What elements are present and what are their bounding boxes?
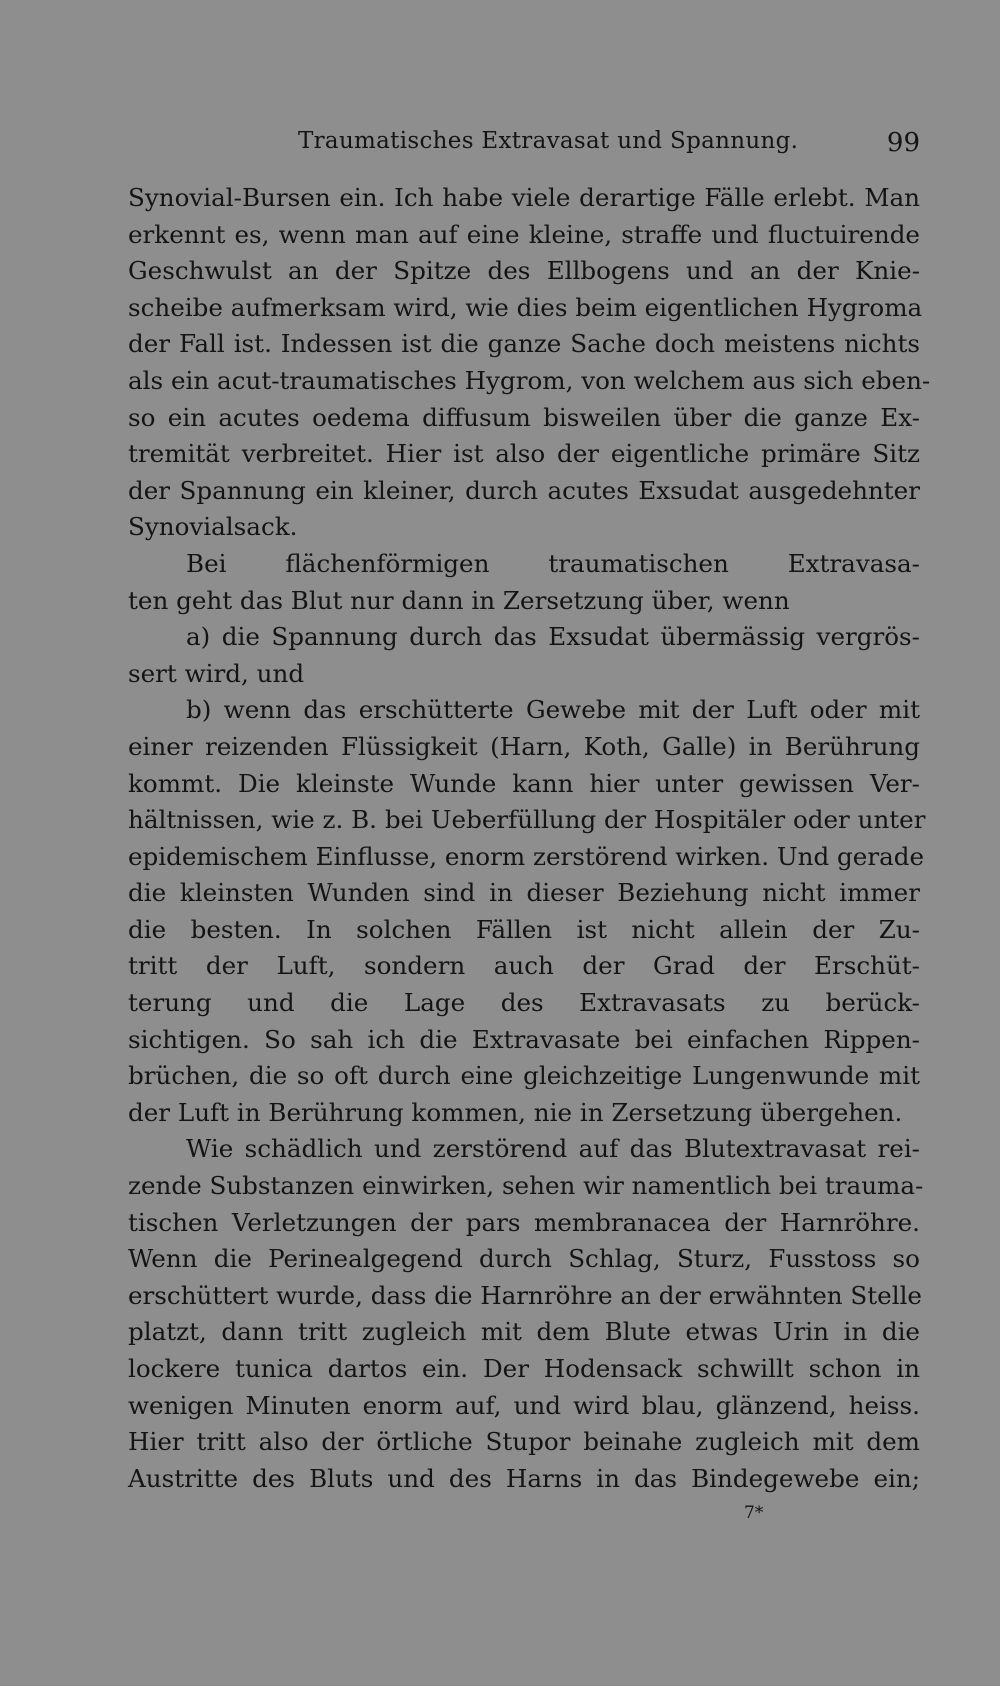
text-line: die besten. In solchen Fällen ist nicht allein der Zu- <box>128 914 920 944</box>
body-text <box>128 180 931 1497</box>
text-line: scheibe aufmerksam wird, wie dies beim eigentlichen Hygroma <box>128 292 923 322</box>
text-line: der Fall ist. Indessen ist die ganze Sache doch meistens nichts <box>128 329 920 359</box>
text-line: tischen Verletzungen der pars membranacea der Harnröhre. <box>128 1207 920 1237</box>
text-line: lockere tunica dartos ein. Der Hodensack schwillt schon in <box>128 1354 920 1383</box>
text-line: Hier tritt also der örtliche Stupor beinahe zugleich mit dem <box>128 1427 920 1457</box>
text-line: Synovial-Bursen ein. Ich habe viele derartige Fälle erlebt. Man <box>128 183 920 212</box>
text-line: Synovialsack. <box>128 512 298 542</box>
text-line: Austritte des Bluts und des Harns in das Bindegewebe ein; <box>128 1463 920 1493</box>
text-line: hältnissen, wie z. B. bei Ueberfüllung der Hospitäler oder unter <box>128 805 926 835</box>
page-header <box>128 128 920 164</box>
text-line: sichtigen. So sah ich die Extravasate bei einfachen Rippen- <box>128 1024 920 1054</box>
text-line: tremität verbreitet. Hier ist also der eigentliche primäre Sitz <box>128 439 920 469</box>
text-line: einer reizenden Flüssigkeit (Harn, Koth, Galle) in Berührung <box>128 731 920 761</box>
text-line: a) die Spannung durch das Exsudat übermässig vergrös- <box>186 622 920 652</box>
text-line: tritt der Luft, sondern auch der Grad der Erschüt- <box>128 951 920 981</box>
page-number: 99 <box>886 128 920 158</box>
running-title: Traumatisches Extravasat und Spannung. <box>298 128 799 154</box>
text-line: als ein acut-traumatisches Hygrom, von welchem aus sich eben- <box>128 365 931 395</box>
text-line: zende Substanzen einwirken, sehen wir namentlich bei trauma- <box>128 1171 924 1201</box>
text-line: erschüttert wurde, dass die Harnröhre an der erwähnten Stelle <box>128 1280 922 1310</box>
text-line: platzt, dann tritt zugleich mit dem Blute etwas Urin in die <box>128 1317 920 1347</box>
text-line: erkennt es, wenn man auf eine kleine, straffe und fluctuirende <box>128 219 920 249</box>
text-line: Wie schädlich und zerstörend auf das Blutextravasat rei- <box>186 1134 920 1164</box>
text-line: ten geht das Blut nur dann in Zersetzung über, wenn <box>128 585 790 615</box>
text-line: die kleinsten Wunden sind in dieser Beziehung nicht immer <box>128 878 920 908</box>
text-line: wenigen Minuten enorm auf, und wird blau, glänzend, heiss. <box>128 1390 920 1420</box>
text-line: Geschwulst an der Spitze des Ellbogens und an der Knie- <box>128 256 920 286</box>
text-line: kommt. Die kleinste Wunde kann hier unter gewissen Ver- <box>128 768 920 798</box>
text-line: sert wird, und <box>128 658 305 688</box>
text-line: Bei flächenförmigen traumatischen Extravasa- <box>186 548 920 578</box>
text-line: der Luft in Berührung kommen, nie in Zersetzung übergehen. <box>128 1097 903 1127</box>
text-line: der Spannung ein kleiner, durch acutes Exsudat ausgedehnter <box>128 475 920 505</box>
text-line: terung und die Lage des Extravasats zu berück- <box>128 988 920 1018</box>
signature-mark: 7* <box>744 1503 764 1523</box>
text-line: b) wenn das erschütterte Gewebe mit der Luft oder mit <box>186 695 920 725</box>
text-line: brüchen, die so oft durch eine gleichzeitige Lungenwunde mit <box>128 1061 920 1091</box>
text-line: epidemischem Einflusse, enorm zerstörend wirken. Und gerade <box>128 841 925 871</box>
text-line: so ein acutes oedema diffusum bisweilen über die ganze Ex- <box>128 402 920 432</box>
text-line: Wenn die Perinealgegend durch Schlag, Sturz, Fusstoss so <box>128 1244 920 1274</box>
